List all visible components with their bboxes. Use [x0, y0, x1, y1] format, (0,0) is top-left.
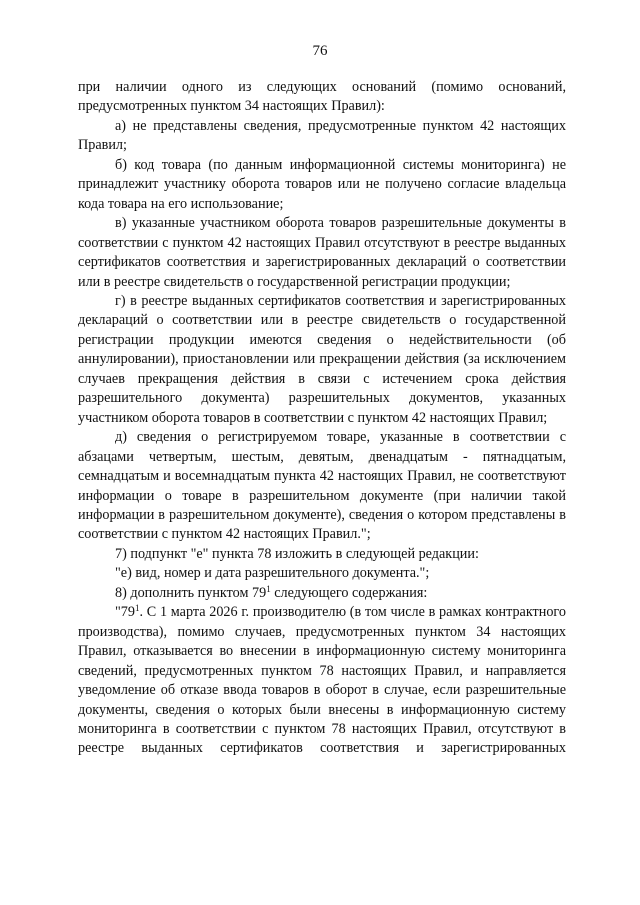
page-number: 76 — [312, 43, 328, 59]
document-body — [78, 78, 566, 759]
paragraph-point-79-1 — [78, 603, 566, 759]
paragraph-item-8 — [78, 584, 566, 603]
paragraph-item-e: "е) вид, номер и дата разрешительного документа."; — [115, 565, 430, 582]
paragraph-item-d: д) сведения о регистрируемом товаре, указанные в соответствии с абзацами четвертым, шестым, девятым, двенадцатым - пятнадцатым, семнадцатым и восемнадцатым пункта 42 настоящих Правил, не соответствуют информации о товаре в разрешительном документе (при наличии такой информации в разрешительном документе), сведения о котором представлены в соответствии с пунктом 42 настоящих Правил."; — [78, 429, 566, 543]
paragraph-item-7: 7) подпункт "е" пункта 78 изложить в следующей редакции: — [115, 545, 479, 562]
paragraph-intro: при наличии одного из следующих оснований (помимо оснований, предусмотренных пунктом 34 настоящих Правил): — [78, 79, 566, 115]
paragraph-point-79-1-text: . С 1 марта 2026 г. производителю (в том числе в рамках контрактного производства), помимо случаев, предусмотренных пунктом 34 настоящих Правил, отказывается во внесении в информационную систему мониторинга сведений, предусмотренных пунктом 78 настоящих Правил, и направляется уведомление об отказе ввода товаров в оборот в случае, если разрешительные документы, сведения о которых были внесены в информационную систему мониторинга в соответствии с пунктом 78 настоящих Правил, отсутствуют в реестре выданных сертификатов соответствия и зарегистрированных — [78, 604, 566, 757]
paragraph-item-8-text: 8) дополнить пунктом 79 — [115, 584, 267, 601]
paragraph-item-v: в) указанные участником оборота товаров разрешительные документы в соответствии с пунктом 42 настоящих Правил отсутствуют в реестре выданных сертификатов соответствия и зарегистрированных деклараций о соответствии или в реестре свидетельств о государственной регистрации продукции; — [78, 215, 566, 290]
superscript: 1 — [134, 603, 140, 614]
paragraph-item-8-text-end: следующего содержания: — [270, 584, 428, 601]
paragraph-item-b: б) код товара (по данным информационной системы мониторинга) не принадлежит участнику оборота товаров или не получено согласие владельца кода товара на его использование; — [78, 156, 566, 212]
superscript: 1 — [266, 583, 271, 594]
paragraph-point-79-1-number: "79 — [115, 604, 135, 621]
paragraph-item-a: а) не представлены сведения, предусмотренные пунктом 42 настоящих Правил; — [78, 117, 566, 154]
paragraph-item-g: г) в реестре выданных сертификатов соответствия и зарегистрированных деклараций о соответствии или в реестре свидетельств о государственной регистрации продукции имеются сведения о недействительности (об аннулировании), приостановлении или прекращении действия (за исключением случаев прекращения действия в связи с истечением срока действия разрешительного документа) разрешительных документов, указанных участником оборота товаров в соответствии с пунктом 42 настоящих Правил; — [78, 292, 566, 426]
